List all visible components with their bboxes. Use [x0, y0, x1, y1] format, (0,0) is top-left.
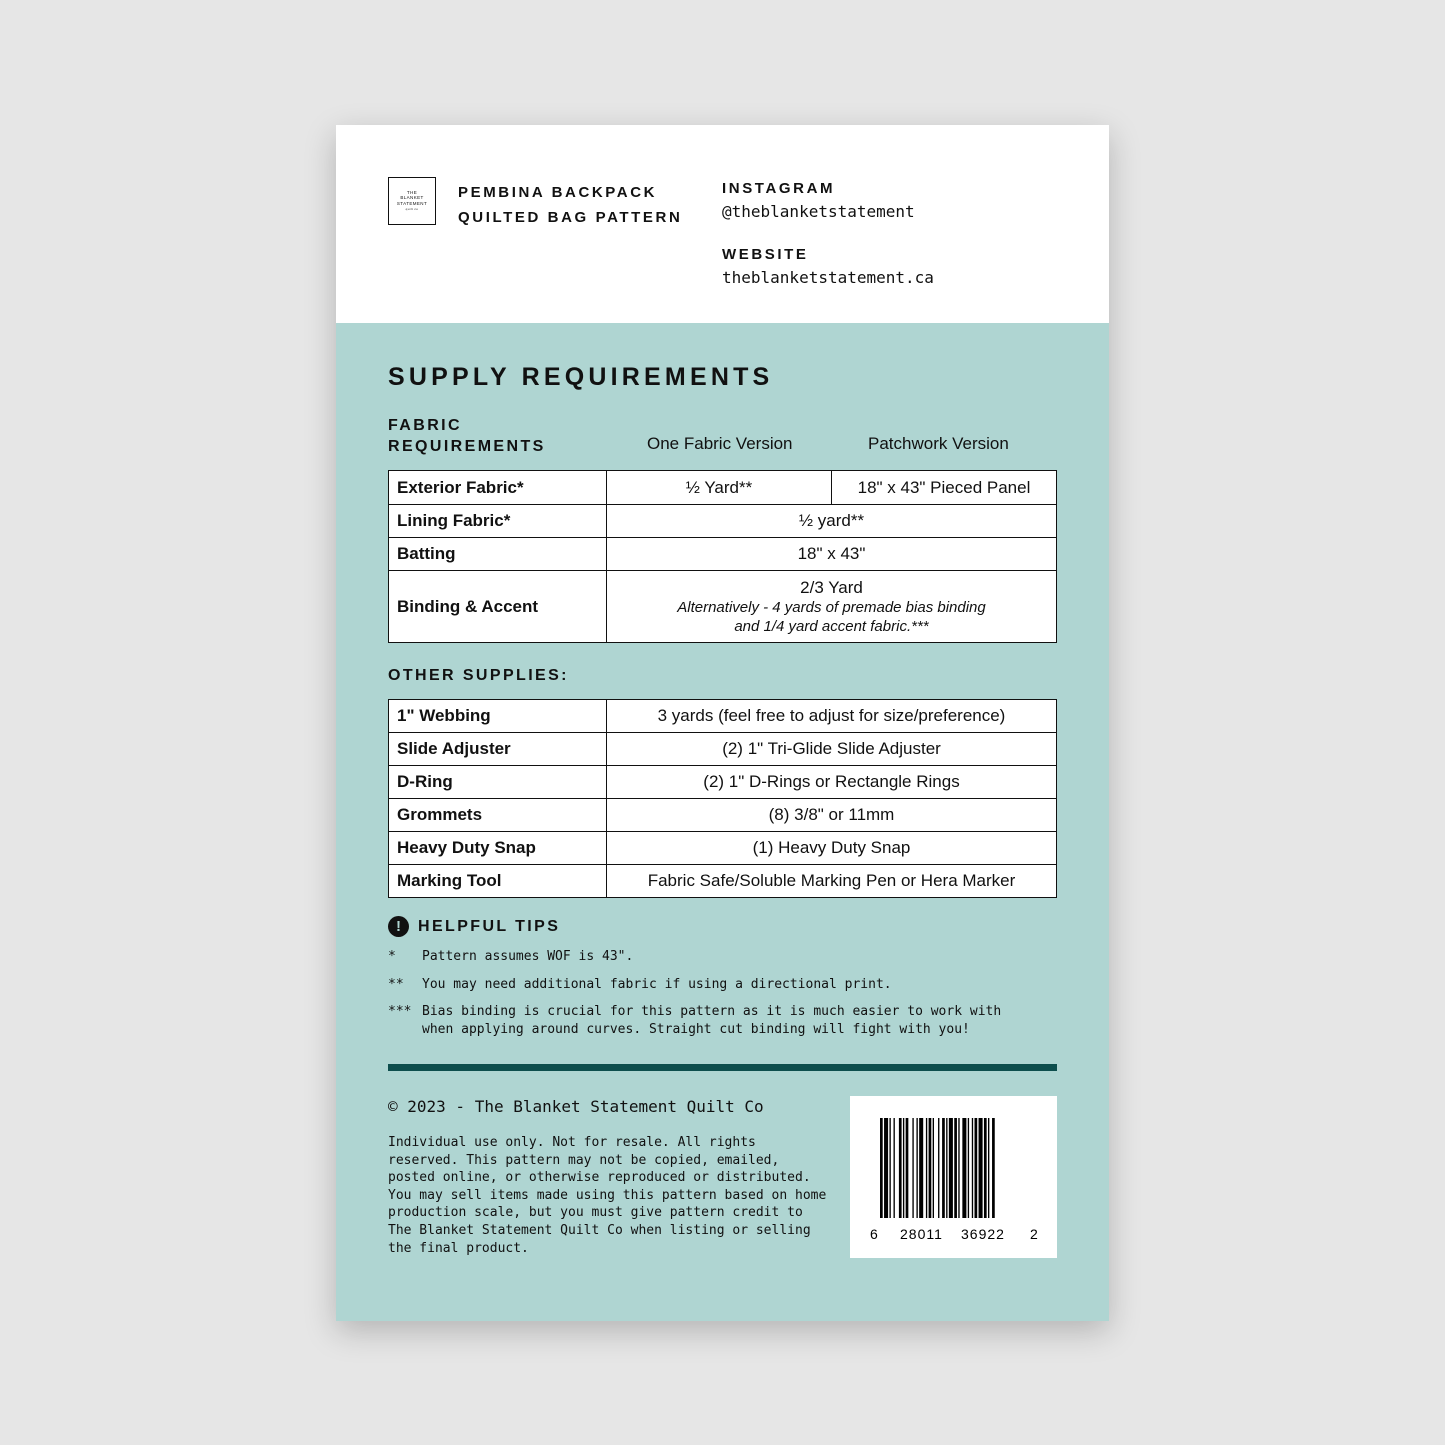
table-row: [389, 799, 1057, 832]
instagram-handle[interactable]: @theblanketstatement: [722, 202, 915, 221]
barcode-bar: [889, 1118, 890, 1218]
table-row: [389, 505, 1057, 538]
contact-info: [722, 179, 934, 291]
barcode-bar: [988, 1118, 989, 1218]
row-label: 1" Webbing: [389, 700, 607, 733]
barcode-bar: [884, 1118, 888, 1218]
column-patchwork: Patchwork Version: [868, 434, 1009, 453]
barcode-bar: [992, 1118, 995, 1218]
row-label: Batting: [389, 538, 607, 571]
tip-item: *** Bias binding is crucial for this pattern as it is much easier to work with when applying around curves. Straight cut binding will fight with you!: [388, 1004, 1002, 1037]
barcode-digit-group: 36922: [961, 1226, 1005, 1242]
website-label: WEBSITE: [722, 246, 809, 263]
cell-value: (8) 3/8" or 11mm: [607, 799, 1057, 832]
cell-value: ½ yard**: [607, 505, 1057, 538]
cell-value: 18" x 43": [607, 538, 1057, 571]
column-one-fabric: One Fabric Version: [647, 434, 793, 453]
barcode-bar: [954, 1118, 957, 1218]
pattern-card: [336, 125, 1109, 1321]
tip-item: ** You may need additional fabric if using a directional print.: [388, 977, 892, 992]
barcode-bar: [929, 1118, 932, 1218]
cell-value: (2) 1" Tri-Glide Slide Adjuster: [607, 733, 1057, 766]
barcode-graphic: [850, 1096, 1057, 1258]
row-label: Marking Tool: [389, 865, 607, 898]
barcode-bar: [933, 1118, 934, 1218]
cell-value: 2/3 Yard Alternatively - 4 yards of premade bias binding and 1/4 yard accent fabric.***: [607, 571, 1057, 643]
barcode-bar: [942, 1118, 945, 1218]
barcode-bar: [894, 1118, 895, 1218]
barcode-bar: [938, 1118, 939, 1218]
brand-logo: THE BLANKET STATEMENT quilt co: [388, 177, 436, 225]
barcode-bar: [946, 1118, 947, 1218]
barcode-bar: [949, 1118, 953, 1218]
barcode-digit: 2: [1030, 1226, 1038, 1242]
row-label: D-Ring: [389, 766, 607, 799]
other-supplies-table: [388, 699, 1057, 898]
cell-value: (2) 1" D-Rings or Rectangle Rings: [607, 766, 1057, 799]
barcode-digit-group: 28011: [900, 1226, 943, 1242]
legal-notice: Individual use only. Not for resale. All rights reserved. This pattern may not be copied, emailed, posted online, or otherwise reproduced or distributed. You may sell items made using this pattern based on home production scale, but you must give pattern credit to The Blanket Statement Quilt Co when listing or selling the final product.: [388, 1135, 827, 1256]
row-label: Heavy Duty Snap: [389, 832, 607, 865]
table-row: [389, 832, 1057, 865]
barcode-bar: [899, 1118, 902, 1218]
barcode-bar: [912, 1118, 913, 1218]
card-header: [336, 125, 1109, 323]
table-row: [389, 571, 1057, 643]
instagram-label: INSTAGRAM: [722, 180, 836, 197]
fabric-table: [388, 470, 1057, 643]
table-row: [389, 538, 1057, 571]
barcode-bar: [926, 1118, 927, 1218]
row-label: Slide Adjuster: [389, 733, 607, 766]
barcode: [850, 1096, 1057, 1258]
barcode-bar: [916, 1118, 917, 1218]
row-label: Exterior Fabric*: [389, 471, 607, 505]
barcode-bar: [906, 1118, 909, 1218]
fabric-requirements-heading: FABRIC REQUIREMENTS: [388, 417, 546, 455]
divider: [388, 1064, 1057, 1071]
barcode-bar: [958, 1118, 959, 1218]
barcode-bar: [880, 1118, 883, 1218]
barcode-bar: [962, 1118, 966, 1218]
pattern-title: PEMBINA BACKPACK QUILTED BAG PATTERN: [458, 184, 683, 226]
barcode-bar: [919, 1118, 923, 1218]
exclamation-icon: !: [388, 916, 409, 937]
cell-value: 18" x 43" Pieced Panel: [832, 471, 1057, 505]
barcode-bar: [903, 1118, 904, 1218]
cell-value: Fabric Safe/Soluble Marking Pen or Hera Marker: [607, 865, 1057, 898]
row-label: Binding & Accent: [389, 571, 607, 643]
helpful-tips-heading: ! HELPFUL TIPS: [388, 916, 560, 937]
cell-value: 3 yards (feel free to adjust for size/preference): [607, 700, 1057, 733]
barcode-bar: [972, 1118, 973, 1218]
table-row: [389, 865, 1057, 898]
table-row: [389, 700, 1057, 733]
cell-value: (1) Heavy Duty Snap: [607, 832, 1057, 865]
section-title: SUPPLY REQUIREMENTS: [388, 363, 774, 391]
cell-value: ½ Yard**: [607, 471, 832, 505]
barcode-bar: [979, 1118, 983, 1218]
table-row: [389, 471, 1057, 505]
other-supplies-heading: OTHER SUPPLIES:: [388, 667, 569, 684]
copyright: © 2023 - The Blanket Statement Quilt Co: [388, 1097, 764, 1116]
barcode-digit: 6: [870, 1226, 878, 1242]
tip-item: * Pattern assumes WOF is 43".: [388, 949, 634, 964]
table-row: [389, 766, 1057, 799]
row-label: Grommets: [389, 799, 607, 832]
table-row: [389, 733, 1057, 766]
barcode-bar: [975, 1118, 978, 1218]
row-label: Lining Fabric*: [389, 505, 607, 538]
barcode-bar: [984, 1118, 987, 1218]
website-link[interactable]: theblanketstatement.ca: [722, 268, 934, 287]
barcode-bar: [968, 1118, 969, 1218]
